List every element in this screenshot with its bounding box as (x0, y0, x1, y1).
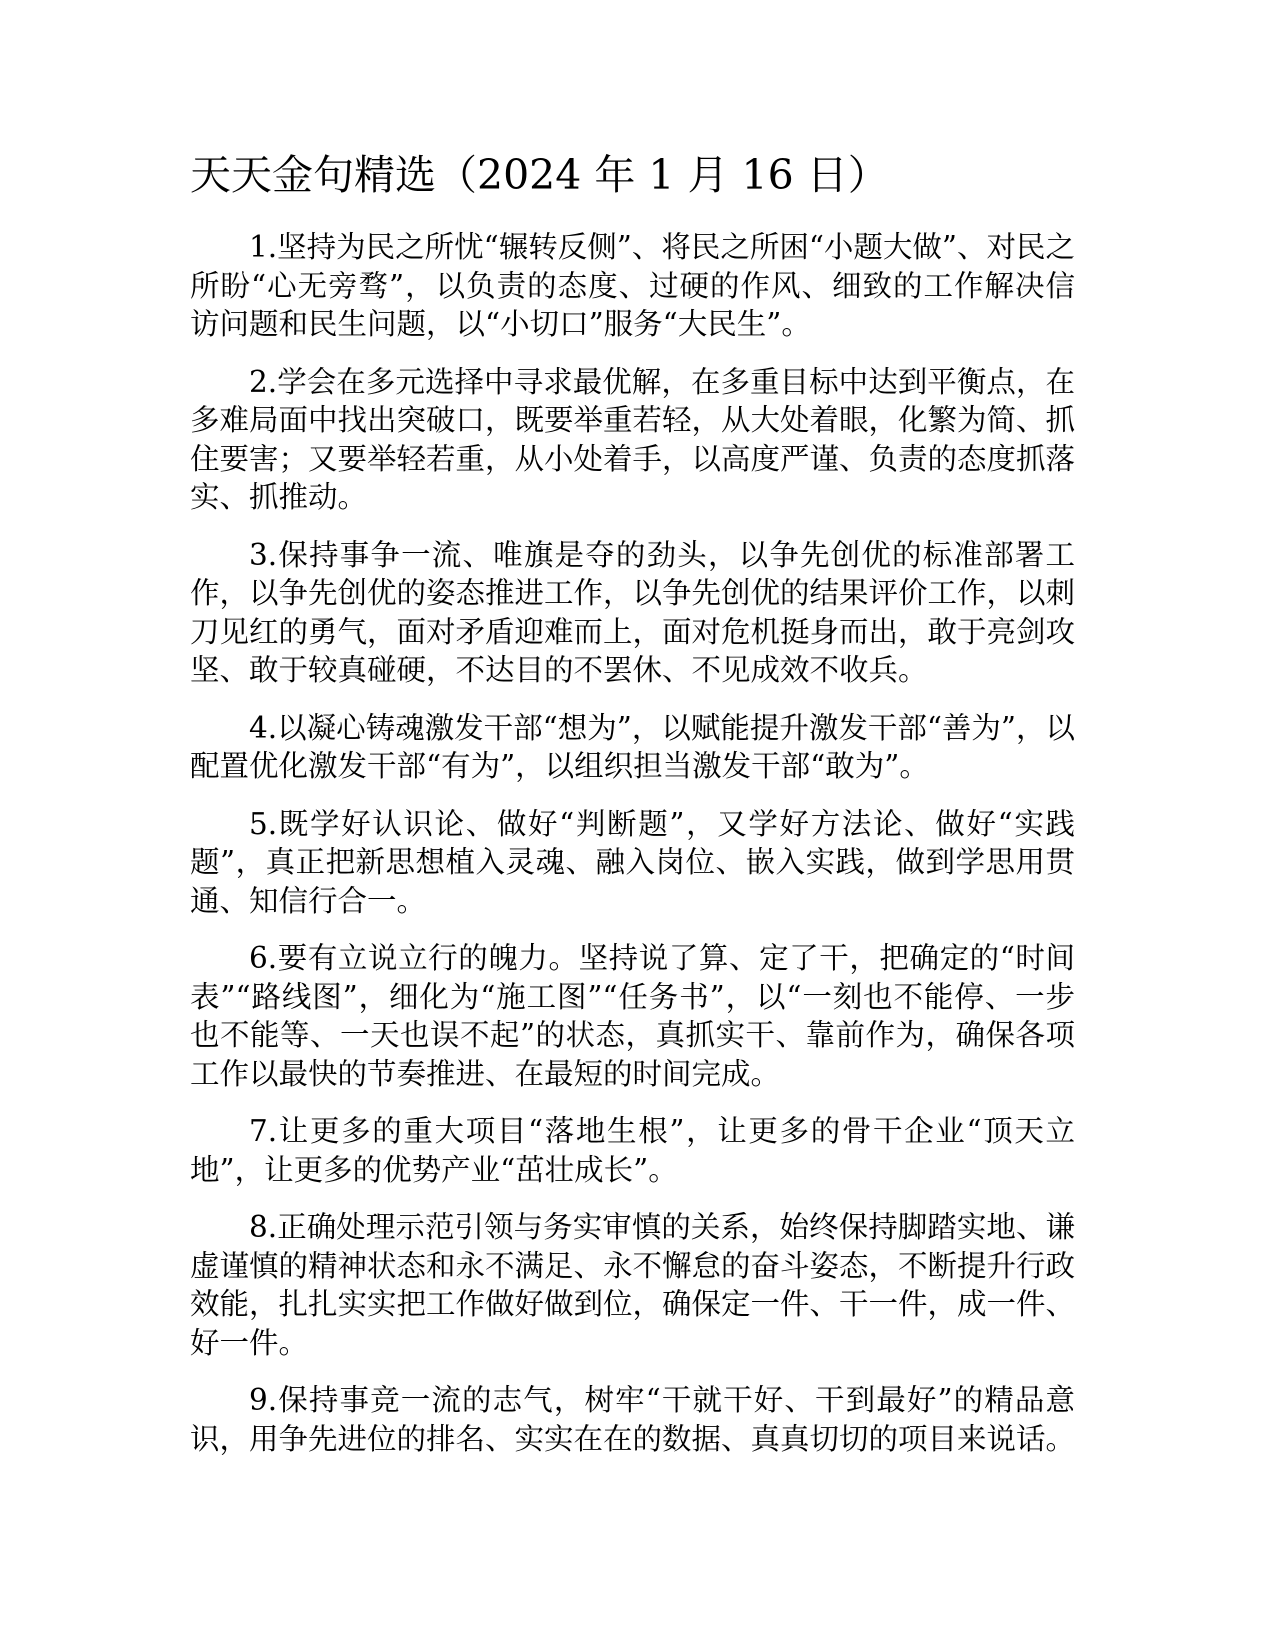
paragraph-9: 9.保持事竞一流的志气，树牢“干就干好、干到最好”的精品意识，用争先进位的排名、实实在在的数据、真真切切的项目来说话。 (190, 1383, 1076, 1456)
document-title: 天天金句精选（2024 年 1 月 16 日） (190, 151, 889, 199)
paragraph-4: 4.以凝心铸魂激发干部“想为”，以赋能提升激发干部“善为”，以配置优化激发干部“有为”，以组织担当激发干部“敢为”。 (190, 710, 1075, 783)
paragraph-3: 3.保持事争一流、唯旗是夺的劲头，以争先创优的标准部署工作，以争先创优的姿态推进工作，以争先创优的结果评价工作，以刺刀见红的勇气，面对矛盾迎难而上，面对危机挺身而出，敢于亮剑攻坚、敢于较真碰硬，不达目的不罢休、不见成效不收兵。 (190, 537, 1076, 687)
document-body (190, 148, 1075, 1477)
paragraph-1: 1.坚持为民之所忧“辗转反侧”、将民之所困“小题大做”、对民之所盼“心无旁骛”，以负责的态度、过硬的作风、细致的工作解决信访问题和民生问题，以“小切口”服务“大民生”。 (190, 230, 1075, 341)
paragraph-5: 5.既学好认识论、做好“判断题”，又学好方法论、做好“实践题”，真正把新思想植入灵魂、融入岗位、嵌入实践，做到学思用贯通、知信行合一。 (190, 806, 1075, 918)
paragraph-2: 2.学会在多元选择中寻求最优解，在多重目标中达到平衡点，在多难局面中找出突破口，既要举重若轻，从大处着眼，化繁为简、抓住要害；又要举轻若重，从小处着手，以高度严谨、负责的态度抓落实、抓推动。 (190, 364, 1076, 514)
paragraph-7: 7.让更多的重大项目“落地生根”，让更多的骨干企业“顶天立地”，让更多的优势产业“茁壮成长”。 (190, 1114, 1075, 1187)
paragraph-6: 6.要有立说立行的魄力。坚持说了算、定了干，把确定的“时间表”“路线图”，细化为“施工图”“任务书”，以“一刻也不能停、一步也不能等、一天也误不起”的状态，真抓实干、靠前作为，确保各项工作以最快的节奏推进、在最短的时间完成。 (190, 941, 1075, 1091)
paragraph-8: 8.正确处理示范引领与务实审慎的关系，始终保持脚踏实地、谦虚谨慎的精神状态和永不满足、永不懈怠的奋斗姿态，不断提升行政效能，扎扎实实把工作做好做到位，确保定一件、干一件，成一件、好一件。 (190, 1210, 1076, 1360)
